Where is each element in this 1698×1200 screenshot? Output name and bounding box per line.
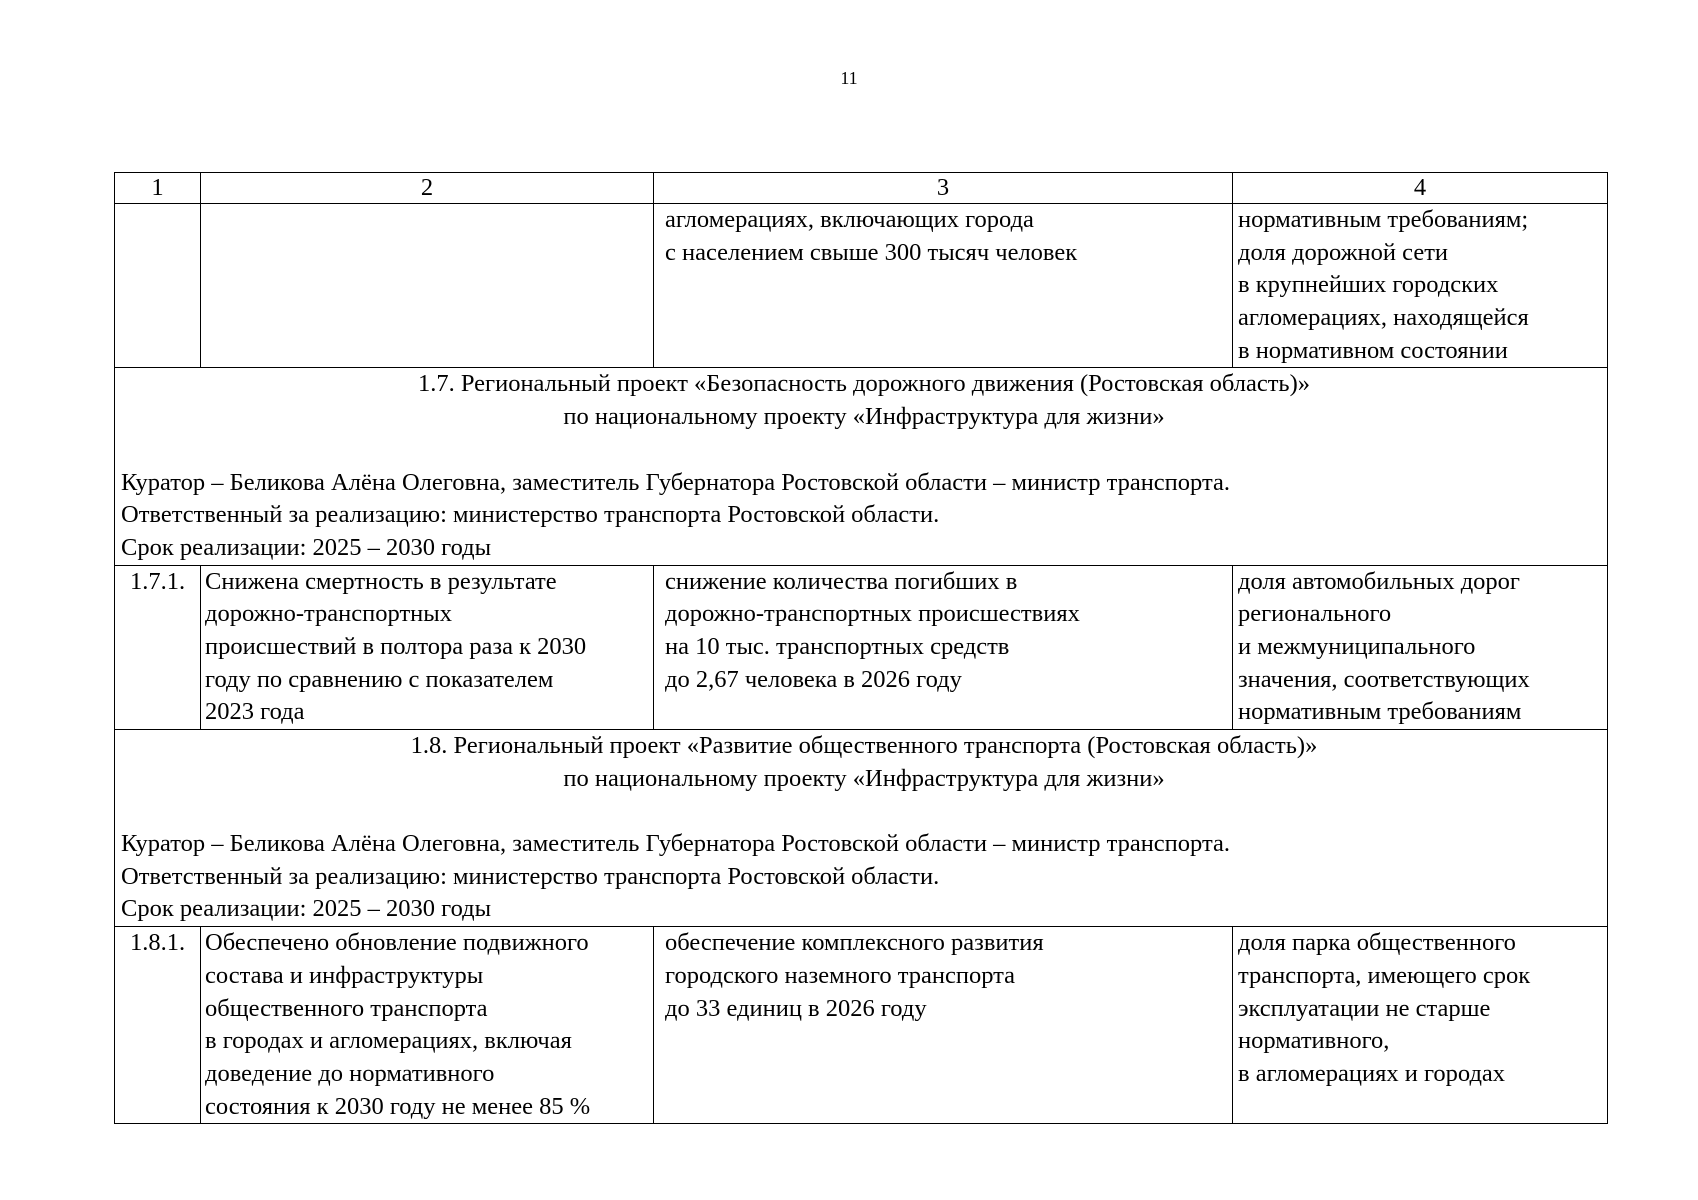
cell-text-line: состояния к 2030 году не менее 85 % — [205, 1092, 591, 1120]
cell-text-line: обеспечение комплексного развития — [665, 929, 1044, 957]
section-spacer — [121, 434, 1607, 467]
row-col2-cell — [201, 927, 654, 1124]
cell-text-line: значения, соответствующих — [1238, 665, 1530, 693]
cell-text-line: и межмуниципального — [1238, 632, 1476, 660]
table-row — [115, 565, 1608, 729]
section-curator-line: Куратор – Беликова Алёна Олеговна, заместитель Губернатора Ростовской области – министр транспорта. — [121, 468, 1230, 496]
cell-text-line: в агломерациях и городах — [1238, 1059, 1506, 1087]
section-title-line: по национальному проекту «Инфраструктура для жизни» — [563, 764, 1165, 792]
cell-text-line: доля автомобильных дорог — [1238, 567, 1520, 595]
cell-text-line: на 10 тыс. транспортных средств — [665, 632, 1010, 660]
cell-text-line: нормативным требованиям; — [1238, 206, 1529, 233]
cell-text-line: нормативным требованиям — [1238, 698, 1522, 726]
continuation-col2-cell — [201, 204, 654, 368]
continuation-col4-cell — [1233, 204, 1608, 368]
cell-text-line: в нормативном состоянии — [1238, 336, 1508, 364]
row-col2-cell — [201, 565, 654, 729]
cell-text-line: транспорта, имеющего срок — [1238, 961, 1531, 989]
row-col4-cell — [1233, 565, 1608, 729]
section-spacer — [121, 795, 1607, 828]
section-title-line: 1.7. Региональный проект «Безопасность дорожного движения (Ростовская область)» — [417, 370, 1310, 398]
cell-text-line: доля дорожной сети — [1238, 238, 1449, 266]
cell-text-line: 2023 года — [205, 698, 305, 726]
cell-text-line: до 33 единиц в 2026 году — [665, 994, 927, 1022]
section-responsible-line: Ответственный за реализацию: министерство транспорта Ростовской области. — [121, 862, 940, 890]
header-col-4: 4 — [1233, 173, 1608, 204]
section-period-line: Срок реализации: 2025 – 2030 годы — [121, 895, 492, 923]
cell-text-line: состава и инфраструктуры — [205, 961, 484, 989]
section-1-8-header-cell — [115, 730, 1608, 927]
cell-text-line: доля парка общественного — [1238, 929, 1516, 957]
section-1-7-header-cell — [115, 368, 1608, 565]
table-row — [115, 927, 1608, 1124]
section-title-line: 1.8. Региональный проект «Развитие общественного транспорта (Ростовская область)» — [410, 732, 1318, 759]
row-col4-cell — [1233, 927, 1608, 1124]
cell-text-line: нормативного, — [1238, 1027, 1390, 1055]
section-title-line: по национальному проекту «Инфраструктура для жизни» — [563, 403, 1165, 431]
cell-text-line: Обеспечено обновление подвижного — [205, 929, 589, 957]
cell-text-line: общественного транспорта — [205, 994, 488, 1022]
row-number-cell: 1.7.1. — [115, 565, 201, 729]
continuation-col3-cell — [654, 204, 1233, 368]
page-number: 11 — [840, 68, 858, 88]
section-period-line: Срок реализации: 2025 – 2030 годы — [121, 533, 492, 561]
section-responsible-line: Ответственный за реализацию: министерство транспорта Ростовской области. — [121, 501, 940, 529]
section-header-row — [115, 730, 1608, 927]
table-header-row — [115, 173, 1608, 204]
document-table — [114, 172, 1608, 1124]
cell-text-line: в крупнейших городских — [1238, 271, 1499, 299]
section-curator-line: Куратор – Беликова Алёна Олеговна, заместитель Губернатора Ростовской области – министр транспорта. — [121, 830, 1230, 858]
cell-text-line: городского наземного транспорта — [665, 961, 1016, 989]
cell-text-line: происшествий в полтора раза к 2030 — [205, 632, 587, 660]
cell-text-line: агломерациях, находящейся — [1238, 304, 1529, 332]
cell-text-line: в городах и агломерациях, включая — [205, 1027, 572, 1055]
continuation-row — [115, 204, 1608, 368]
cell-text-line: дорожно-транспортных — [205, 600, 452, 628]
row-col3-cell — [654, 565, 1233, 729]
cell-text-line: снижение количества погибших в — [665, 567, 1018, 595]
row-col3-cell — [654, 927, 1233, 1124]
header-col-3: 3 — [654, 173, 1233, 204]
cell-text-line: эксплуатации не старше — [1238, 994, 1491, 1022]
cell-text-line: регионального — [1238, 600, 1392, 628]
row-number-cell: 1.8.1. — [115, 927, 201, 1124]
cell-text-line: году по сравнению с показателем — [205, 665, 554, 693]
cell-text-line: агломерациях, включающих города — [665, 206, 1034, 233]
cell-text-line: до 2,67 человека в 2026 году — [665, 665, 962, 693]
cell-text-line: с населением свыше 300 тысяч человек — [665, 238, 1078, 266]
cell-text-line: Снижена смертность в результате — [205, 567, 557, 595]
header-col-2: 2 — [201, 173, 654, 204]
cell-text-line: доведение до нормативного — [205, 1059, 495, 1087]
header-col-1: 1 — [115, 173, 201, 204]
section-header-row — [115, 368, 1608, 565]
continuation-number-cell — [115, 204, 201, 368]
cell-text-line: дорожно-транспортных происшествиях — [665, 600, 1080, 628]
